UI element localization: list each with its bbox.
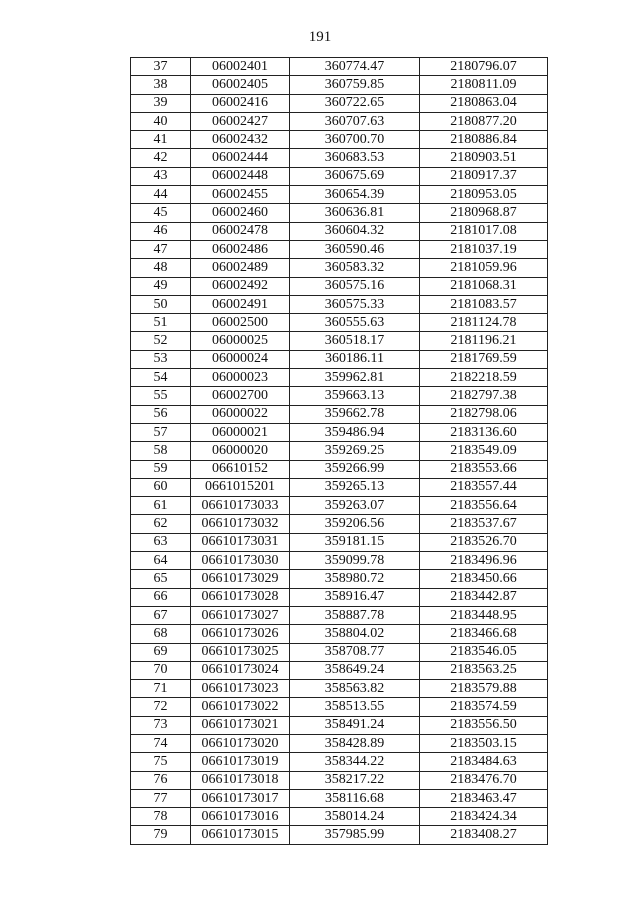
point-id-cell: 06002401 (191, 58, 290, 76)
x-coordinate-cell: 360518.17 (290, 332, 420, 350)
y-coordinate-cell: 2183556.64 (420, 497, 548, 515)
table-row (131, 808, 548, 826)
row-number-cell: 49 (131, 277, 191, 295)
x-coordinate-cell: 359269.25 (290, 442, 420, 460)
row-number-cell: 46 (131, 222, 191, 240)
x-coordinate-cell: 358887.78 (290, 606, 420, 624)
row-number-cell: 40 (131, 112, 191, 130)
y-coordinate-cell: 2180968.87 (420, 204, 548, 222)
row-number-cell: 44 (131, 186, 191, 204)
x-coordinate-cell: 357985.99 (290, 826, 420, 844)
row-number-cell: 39 (131, 94, 191, 112)
table-row (131, 570, 548, 588)
point-id-cell: 06000022 (191, 405, 290, 423)
y-coordinate-cell: 2183546.05 (420, 643, 548, 661)
row-number-cell: 58 (131, 442, 191, 460)
x-coordinate-cell: 358804.02 (290, 625, 420, 643)
row-number-cell: 38 (131, 76, 191, 94)
point-id-cell: 06002455 (191, 186, 290, 204)
row-number-cell: 69 (131, 643, 191, 661)
table-row (131, 277, 548, 295)
row-number-cell: 42 (131, 149, 191, 167)
point-id-cell: 0661015201 (191, 478, 290, 496)
table-row (131, 442, 548, 460)
row-number-cell: 62 (131, 515, 191, 533)
table-row (131, 405, 548, 423)
point-id-cell: 06610173020 (191, 734, 290, 752)
x-coordinate-cell: 360683.53 (290, 149, 420, 167)
table-row (131, 186, 548, 204)
y-coordinate-cell: 2180903.51 (420, 149, 548, 167)
table-row (131, 716, 548, 734)
table-row (131, 478, 548, 496)
table-row (131, 680, 548, 698)
x-coordinate-cell: 360759.85 (290, 76, 420, 94)
point-id-cell: 06002500 (191, 314, 290, 332)
x-coordinate-cell: 360700.70 (290, 131, 420, 149)
table-row (131, 588, 548, 606)
row-number-cell: 57 (131, 423, 191, 441)
table-row (131, 112, 548, 130)
y-coordinate-cell: 2183424.34 (420, 808, 548, 826)
x-coordinate-cell: 360675.69 (290, 167, 420, 185)
x-coordinate-cell: 360590.46 (290, 240, 420, 258)
table-row (131, 369, 548, 387)
x-coordinate-cell: 360575.16 (290, 277, 420, 295)
row-number-cell: 48 (131, 259, 191, 277)
y-coordinate-cell: 2183579.88 (420, 680, 548, 698)
x-coordinate-cell: 359266.99 (290, 460, 420, 478)
row-number-cell: 53 (131, 350, 191, 368)
table-row (131, 131, 548, 149)
y-coordinate-cell: 2183526.70 (420, 533, 548, 551)
row-number-cell: 72 (131, 698, 191, 716)
y-coordinate-cell: 2181769.59 (420, 350, 548, 368)
x-coordinate-cell: 360555.63 (290, 314, 420, 332)
point-id-cell: 06610173024 (191, 661, 290, 679)
row-number-cell: 63 (131, 533, 191, 551)
table-row (131, 204, 548, 222)
point-id-cell: 06610173023 (191, 680, 290, 698)
table-row (131, 58, 548, 76)
x-coordinate-cell: 359263.07 (290, 497, 420, 515)
table-row (131, 753, 548, 771)
table-row (131, 734, 548, 752)
y-coordinate-cell: 2183450.66 (420, 570, 548, 588)
point-id-cell: 06002427 (191, 112, 290, 130)
row-number-cell: 67 (131, 606, 191, 624)
row-number-cell: 68 (131, 625, 191, 643)
point-id-cell: 06002444 (191, 149, 290, 167)
y-coordinate-cell: 2183408.27 (420, 826, 548, 844)
table-row (131, 606, 548, 624)
row-number-cell: 70 (131, 661, 191, 679)
point-id-cell: 06610173019 (191, 753, 290, 771)
point-id-cell: 06610173033 (191, 497, 290, 515)
row-number-cell: 56 (131, 405, 191, 423)
x-coordinate-cell: 360636.81 (290, 204, 420, 222)
row-number-cell: 64 (131, 552, 191, 570)
point-id-cell: 06000020 (191, 442, 290, 460)
point-id-cell: 06610173017 (191, 789, 290, 807)
point-id-cell: 06610173022 (191, 698, 290, 716)
point-id-cell: 06610173016 (191, 808, 290, 826)
table-row (131, 661, 548, 679)
point-id-cell: 06610173027 (191, 606, 290, 624)
y-coordinate-cell: 2183496.96 (420, 552, 548, 570)
row-number-cell: 74 (131, 734, 191, 752)
y-coordinate-cell: 2181059.96 (420, 259, 548, 277)
y-coordinate-cell: 2181196.21 (420, 332, 548, 350)
point-id-cell: 06000021 (191, 423, 290, 441)
table-row (131, 314, 548, 332)
table-row (131, 533, 548, 551)
x-coordinate-cell: 360186.11 (290, 350, 420, 368)
table-row (131, 222, 548, 240)
x-coordinate-cell: 360707.63 (290, 112, 420, 130)
point-id-cell: 06002492 (191, 277, 290, 295)
point-id-cell: 06610173028 (191, 588, 290, 606)
table-row (131, 295, 548, 313)
x-coordinate-cell: 359206.56 (290, 515, 420, 533)
table-row (131, 515, 548, 533)
y-coordinate-cell: 2183537.67 (420, 515, 548, 533)
table-row (131, 460, 548, 478)
point-id-cell: 06000024 (191, 350, 290, 368)
table-row (131, 643, 548, 661)
table-row (131, 94, 548, 112)
y-coordinate-cell: 2183476.70 (420, 771, 548, 789)
row-number-cell: 73 (131, 716, 191, 734)
row-number-cell: 37 (131, 58, 191, 76)
row-number-cell: 41 (131, 131, 191, 149)
x-coordinate-cell: 359962.81 (290, 369, 420, 387)
row-number-cell: 50 (131, 295, 191, 313)
table-row (131, 423, 548, 441)
y-coordinate-cell: 2181083.57 (420, 295, 548, 313)
x-coordinate-cell: 359265.13 (290, 478, 420, 496)
table-row (131, 387, 548, 405)
point-id-cell: 06002486 (191, 240, 290, 258)
point-id-cell: 06610173021 (191, 716, 290, 734)
x-coordinate-cell: 360654.39 (290, 186, 420, 204)
point-id-cell: 06610173032 (191, 515, 290, 533)
point-id-cell: 06002448 (191, 167, 290, 185)
y-coordinate-cell: 2180877.20 (420, 112, 548, 130)
y-coordinate-cell: 2183463.47 (420, 789, 548, 807)
x-coordinate-cell: 358563.82 (290, 680, 420, 698)
row-number-cell: 55 (131, 387, 191, 405)
y-coordinate-cell: 2182798.06 (420, 405, 548, 423)
table-row (131, 771, 548, 789)
point-id-cell: 06610173015 (191, 826, 290, 844)
table-row (131, 240, 548, 258)
table-row (131, 76, 548, 94)
y-coordinate-cell: 2180811.09 (420, 76, 548, 94)
x-coordinate-cell: 360575.33 (290, 295, 420, 313)
table-row (131, 826, 548, 844)
x-coordinate-cell: 359099.78 (290, 552, 420, 570)
row-number-cell: 75 (131, 753, 191, 771)
point-id-cell: 06002460 (191, 204, 290, 222)
y-coordinate-cell: 2180886.84 (420, 131, 548, 149)
x-coordinate-cell: 359662.78 (290, 405, 420, 423)
y-coordinate-cell: 2183563.25 (420, 661, 548, 679)
point-id-cell: 06610173018 (191, 771, 290, 789)
x-coordinate-cell: 358014.24 (290, 808, 420, 826)
point-id-cell: 06610173029 (191, 570, 290, 588)
x-coordinate-cell: 358708.77 (290, 643, 420, 661)
point-id-cell: 06000025 (191, 332, 290, 350)
point-id-cell: 06002700 (191, 387, 290, 405)
row-number-cell: 76 (131, 771, 191, 789)
y-coordinate-cell: 2182797.38 (420, 387, 548, 405)
y-coordinate-cell: 2182218.59 (420, 369, 548, 387)
x-coordinate-cell: 359486.94 (290, 423, 420, 441)
row-number-cell: 54 (131, 369, 191, 387)
row-number-cell: 77 (131, 789, 191, 807)
table-row (131, 350, 548, 368)
x-coordinate-cell: 358491.24 (290, 716, 420, 734)
point-id-cell: 06002432 (191, 131, 290, 149)
table-row (131, 149, 548, 167)
x-coordinate-cell: 358649.24 (290, 661, 420, 679)
y-coordinate-cell: 2181017.08 (420, 222, 548, 240)
row-number-cell: 78 (131, 808, 191, 826)
coordinates-table (130, 57, 548, 845)
x-coordinate-cell: 358116.68 (290, 789, 420, 807)
y-coordinate-cell: 2181037.19 (420, 240, 548, 258)
y-coordinate-cell: 2183136.60 (420, 423, 548, 441)
table-row (131, 167, 548, 185)
x-coordinate-cell: 358344.22 (290, 753, 420, 771)
x-coordinate-cell: 360722.65 (290, 94, 420, 112)
x-coordinate-cell: 360583.32 (290, 259, 420, 277)
row-number-cell: 66 (131, 588, 191, 606)
table-row (131, 332, 548, 350)
x-coordinate-cell: 359663.13 (290, 387, 420, 405)
y-coordinate-cell: 2183484.63 (420, 753, 548, 771)
y-coordinate-cell: 2181068.31 (420, 277, 548, 295)
row-number-cell: 60 (131, 478, 191, 496)
point-id-cell: 06610173030 (191, 552, 290, 570)
point-id-cell: 06610173031 (191, 533, 290, 551)
x-coordinate-cell: 358217.22 (290, 771, 420, 789)
table-row (131, 259, 548, 277)
point-id-cell: 06002478 (191, 222, 290, 240)
y-coordinate-cell: 2183442.87 (420, 588, 548, 606)
table-row (131, 497, 548, 515)
row-number-cell: 43 (131, 167, 191, 185)
point-id-cell: 06000023 (191, 369, 290, 387)
point-id-cell: 06002405 (191, 76, 290, 94)
y-coordinate-cell: 2183466.68 (420, 625, 548, 643)
y-coordinate-cell: 2180863.04 (420, 94, 548, 112)
page-number: 191 (308, 29, 332, 45)
point-id-cell: 06610173025 (191, 643, 290, 661)
row-number-cell: 45 (131, 204, 191, 222)
y-coordinate-cell: 2183503.15 (420, 734, 548, 752)
row-number-cell: 52 (131, 332, 191, 350)
y-coordinate-cell: 2183574.59 (420, 698, 548, 716)
point-id-cell: 06610173026 (191, 625, 290, 643)
x-coordinate-cell: 358916.47 (290, 588, 420, 606)
y-coordinate-cell: 2180796.07 (420, 58, 548, 76)
y-coordinate-cell: 2183553.66 (420, 460, 548, 478)
row-number-cell: 65 (131, 570, 191, 588)
table-row (131, 789, 548, 807)
point-id-cell: 06002491 (191, 295, 290, 313)
x-coordinate-cell: 358513.55 (290, 698, 420, 716)
y-coordinate-cell: 2181124.78 (420, 314, 548, 332)
table-row (131, 552, 548, 570)
y-coordinate-cell: 2180917.37 (420, 167, 548, 185)
y-coordinate-cell: 2180953.05 (420, 186, 548, 204)
point-id-cell: 06610152 (191, 460, 290, 478)
x-coordinate-cell: 359181.15 (290, 533, 420, 551)
row-number-cell: 51 (131, 314, 191, 332)
point-id-cell: 06002489 (191, 259, 290, 277)
row-number-cell: 59 (131, 460, 191, 478)
table-row (131, 625, 548, 643)
y-coordinate-cell: 2183448.95 (420, 606, 548, 624)
row-number-cell: 79 (131, 826, 191, 844)
table-body (131, 58, 548, 845)
row-number-cell: 71 (131, 680, 191, 698)
point-id-cell: 06002416 (191, 94, 290, 112)
y-coordinate-cell: 2183549.09 (420, 442, 548, 460)
x-coordinate-cell: 358980.72 (290, 570, 420, 588)
x-coordinate-cell: 360774.47 (290, 58, 420, 76)
table-row (131, 698, 548, 716)
x-coordinate-cell: 360604.32 (290, 222, 420, 240)
row-number-cell: 61 (131, 497, 191, 515)
row-number-cell: 47 (131, 240, 191, 258)
y-coordinate-cell: 2183557.44 (420, 478, 548, 496)
x-coordinate-cell: 358428.89 (290, 734, 420, 752)
y-coordinate-cell: 2183556.50 (420, 716, 548, 734)
